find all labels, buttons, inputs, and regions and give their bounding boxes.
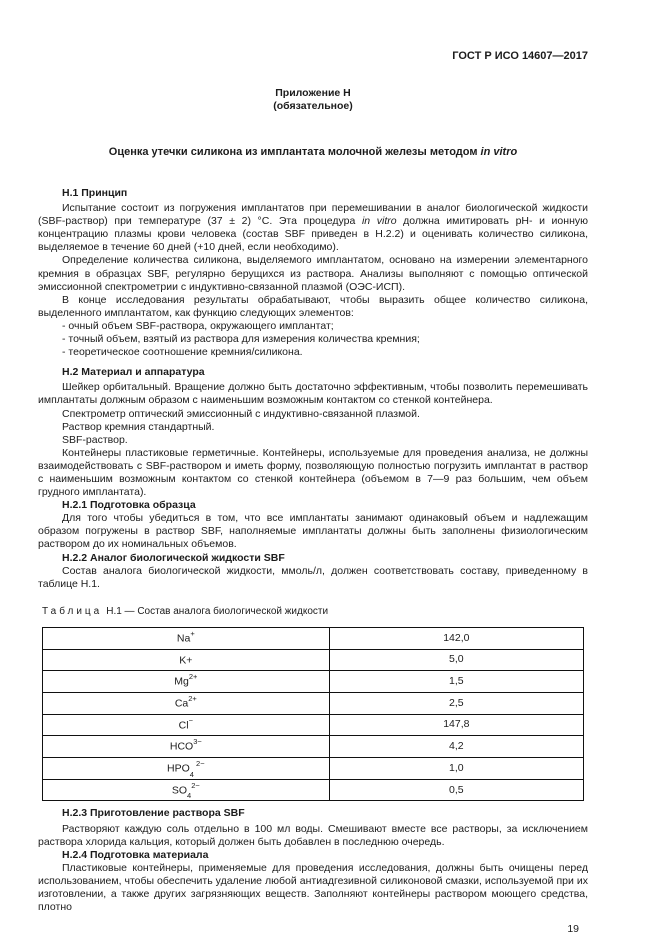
heading-n23: Н.2.3 Приготовление раствора SBF <box>62 807 245 820</box>
ion-cell <box>43 671 330 693</box>
ion-symbol: HCO <box>169 740 194 753</box>
paragraph-text: должна имитировать pH- и ионную концентрацию плазмы крови человека (состав SBF приведен в Н.2.2) и оценивать количество силикона, выделяемое в течение 60 дней (+10 дней, если необходимо). <box>38 215 588 254</box>
heading-n22: Н.2.2 Аналог биологической жидкости SBF <box>62 551 285 564</box>
ion-cell <box>43 714 330 736</box>
paragraph: Контейнеры пластиковые герметичные. Контейнеры, используемые для проведения анализа, не должны взаимодействовать с SBF-раствором и иметь форму, позволяющую полностью погрузить имплантат в раствор с наименьшим возможным контактом со стенкой контейнера (объемом в 7—9 раз большим, чем объем грудного имплантата). <box>38 446 588 499</box>
paragraph: Состав аналога биологической жидкости, ммоль/л, должен соответствовать составу, приведенному в таблице Н.1. <box>38 564 588 590</box>
paragraph: В конце исследования результаты обрабатывают, чтобы выразить общее количество силикона, выделенного имплантатом, как функцию следующих элементов: <box>38 293 588 319</box>
heading-n1: Н.1 Принцип <box>62 187 128 199</box>
value-cell: 0,5 <box>329 779 583 801</box>
bullet-item: - точный объем, взятый из раствора для измерения количества кремния; <box>62 333 420 346</box>
value-cell: 2,5 <box>329 692 583 714</box>
ion-symbol: HPO <box>167 762 190 775</box>
ion-superscript: 2− <box>191 780 200 790</box>
value-cell: 147,8 <box>329 714 583 736</box>
bullet-item: - теоретическое соотношение кремния/силикона. <box>62 346 303 359</box>
paragraph: Спектрометр оптический эмиссионный с индуктивно-связанной плазмой. <box>62 407 420 420</box>
doc-code: ГОСТ Р ИСО 14607—2017 <box>452 50 588 62</box>
ion-symbol: Na <box>176 632 191 645</box>
ion-cell <box>43 627 330 649</box>
ion-cell <box>43 649 330 671</box>
paragraph: Определение количества силикона, выделяемого имплантатом, основано на измерении элементарного кремния в образцах SBF, регулярно берущихся из раствора. Анализы выполняют с помощью оптической эмиссионной спектрометрии с индуктивно-связанной плазмой (ОЭС-ИСП). <box>38 254 588 293</box>
annex-label: Приложение Н <box>275 87 351 99</box>
bullet-item: - очный объем SBF-раствора, окружающего имплантат; <box>62 319 334 332</box>
paragraph: SBF-раствор. <box>62 433 128 446</box>
document-body <box>38 187 588 935</box>
annex-kind: (обязательное) <box>273 100 353 112</box>
ion-cell <box>43 692 330 714</box>
page-number: 19 <box>567 923 579 935</box>
ion-symbol: Ca <box>174 697 189 710</box>
table-row <box>43 627 584 649</box>
table-row <box>43 779 584 801</box>
table-row <box>43 692 584 714</box>
ion-symbol: Mg <box>174 675 189 688</box>
value-cell: 1,5 <box>329 671 583 693</box>
ion-symbol: SO <box>171 784 188 797</box>
heading-n24: Н.2.4 Подготовка материала <box>62 848 209 861</box>
italic-term: in vitro <box>361 215 397 228</box>
table-caption <box>42 605 584 618</box>
table-caption-text: Н.1 — Состав аналога биологической жидкости <box>106 605 329 617</box>
ion-symbol: Cl <box>178 719 189 732</box>
ion-symbol: K+ <box>179 654 193 667</box>
paragraph: Для того чтобы убедиться в том, что все имплантаты занимают одинаковый объем и надлежащим образом погружены в раствор SBF, наполняемые имплантаты должны быть заполнены физиологическим раствором до их номинальных объемов. <box>38 512 588 551</box>
paragraph-text: Испытание состоит из погружения имплантатов при перемешивании в аналог биологической жидкости (SBF-раствор) при температуре (37 ± 2) °С. Эта процедура <box>38 202 588 228</box>
document-title <box>38 145 588 159</box>
table-row <box>43 671 584 693</box>
ion-subscript: 4 <box>189 769 194 779</box>
table-row <box>43 758 584 780</box>
table-row <box>43 714 584 736</box>
paragraph: Пластиковые контейнеры, применяемые для проведения исследования, должны быть очищены перед использованием, чтобы обеспечить удаление любой антиадгезивной силиконовой смазки, используемой при их изготовлении, а также других загрязняющих веществ. Заполняют контейнеры раствором моющего средства, плотно <box>38 861 588 914</box>
ion-subscript: 4 <box>187 791 192 801</box>
ion-superscript: + <box>190 628 195 638</box>
table-row <box>43 736 584 758</box>
ion-superscript: 2+ <box>188 693 197 703</box>
table-caption-word: Таблица <box>42 605 103 617</box>
value-cell: 142,0 <box>329 627 583 649</box>
paragraph: Раствор кремния стандартный. <box>62 420 215 433</box>
paragraph: Шейкер орбитальный. Вращение должно быть достаточно эффективным, чтобы позволить перемешивать имплантаты должным образом с наименьшим возможным контактом со стенкой контейнера. <box>38 381 588 407</box>
ion-cell <box>43 736 330 758</box>
ion-cell <box>43 779 330 801</box>
heading-n21: Н.2.1 Подготовка образца <box>62 499 196 512</box>
ion-cell <box>43 758 330 780</box>
paragraph: Растворяют каждую соль отдельно в 100 мл воды. Смешивают вместе все растворы, за исключением раствора хлорида кальция, который должен быть добавлен в последнюю очередь. <box>38 822 588 848</box>
table-row <box>43 649 584 671</box>
heading-n2: Н.2 Материал и аппаратура <box>62 366 205 379</box>
ion-superscript: 2+ <box>188 672 198 682</box>
title-italic-text: in vitro <box>480 146 518 158</box>
value-cell: 5,0 <box>329 649 583 671</box>
title-text: Оценка утечки силикона из имплантата молочной железы методом <box>108 146 481 158</box>
value-cell: 1,0 <box>329 758 583 780</box>
ion-superscript: 3− <box>193 737 202 747</box>
value-cell: 4,2 <box>329 736 583 758</box>
composition-table <box>42 627 584 802</box>
ion-superscript: − <box>188 715 193 725</box>
paragraph <box>38 202 588 254</box>
ion-superscript: 2− <box>193 759 205 769</box>
